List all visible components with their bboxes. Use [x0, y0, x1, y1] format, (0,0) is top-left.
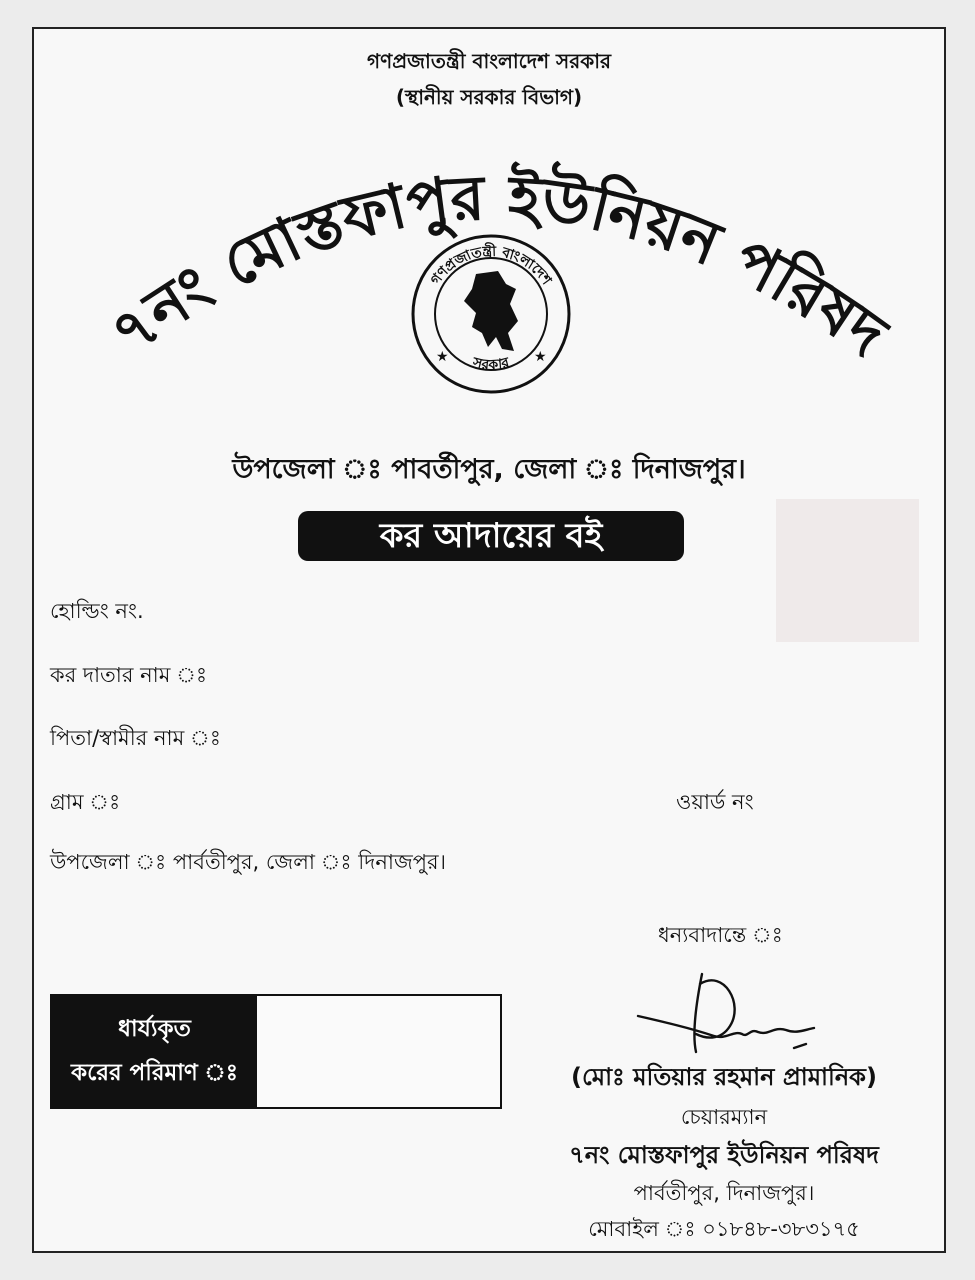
location-heading: উপজেলা ঃ পাবর্তীপুর, জেলা ঃ দিনাজপুর।	[232, 454, 746, 485]
thanks-text: ধন্যবাদান্তে ঃ	[658, 923, 783, 947]
bangladesh-map-icon	[464, 271, 518, 351]
photo-placeholder	[776, 499, 919, 642]
father-husband-name-label: পিতা/স্বামীর নাম ঃ	[50, 726, 221, 750]
assessed-tax-value-field[interactable]	[257, 996, 500, 1107]
chairman-name: (মোঃ মতিয়ার রহমান প্রামানিক)	[571, 1063, 877, 1091]
taxpayer-name-label: কর দাতার নাম ঃ	[50, 663, 208, 687]
mobile-number: মোবাইল ঃ ০১৮৪৮-৩৮৩১৭৫	[588, 1217, 860, 1241]
seal-top-text: গণপ্রজাতন্ত্রী বাংলাদেশ	[427, 243, 555, 288]
seal-bottom-text: সরকার	[471, 354, 512, 374]
government-name: গণপ্রজাতন্ত্রী বাংলাদেশ সরকার	[367, 49, 611, 73]
government-seal	[406, 229, 576, 399]
star-icon: ★	[436, 349, 449, 365]
tax-book-cover	[32, 27, 946, 1253]
village-label: গ্রাম ঃ	[50, 790, 121, 814]
star-icon: ★	[534, 349, 547, 365]
assessed-tax-label	[52, 996, 257, 1107]
book-title: কর আদায়ের বই	[298, 511, 684, 561]
assessed-tax-box	[50, 994, 502, 1109]
upazila-district-label: উপজেলা ঃ পার্বতীপুর, জেলা ঃ দিনাজপুর।	[50, 850, 447, 874]
assessed-tax-label-line1: ধার্য্যকৃত	[118, 1015, 191, 1042]
holding-number-label: হোল্ডিং নং.	[50, 599, 144, 623]
chairman-role: চেয়ারম্যান	[680, 1105, 768, 1129]
union-name: ৭নং মোস্তফাপুর ইউনিয়ন পরিষদ	[569, 1141, 879, 1169]
ward-number-label: ওয়ার্ড নং	[676, 790, 754, 814]
department-name: (স্থানীয় সরকার বিভাগ)	[395, 85, 583, 109]
chairman-signature	[634, 964, 834, 1064]
assessed-tax-label-line2: করের পরিমাণ ঃ	[70, 1059, 238, 1086]
union-address: পার্বতীপুর, দিনাজপুর।	[633, 1181, 815, 1205]
union-title: ৭নং মোস্তফাপুর ইউনিয়ন পরিষদ	[96, 160, 900, 372]
